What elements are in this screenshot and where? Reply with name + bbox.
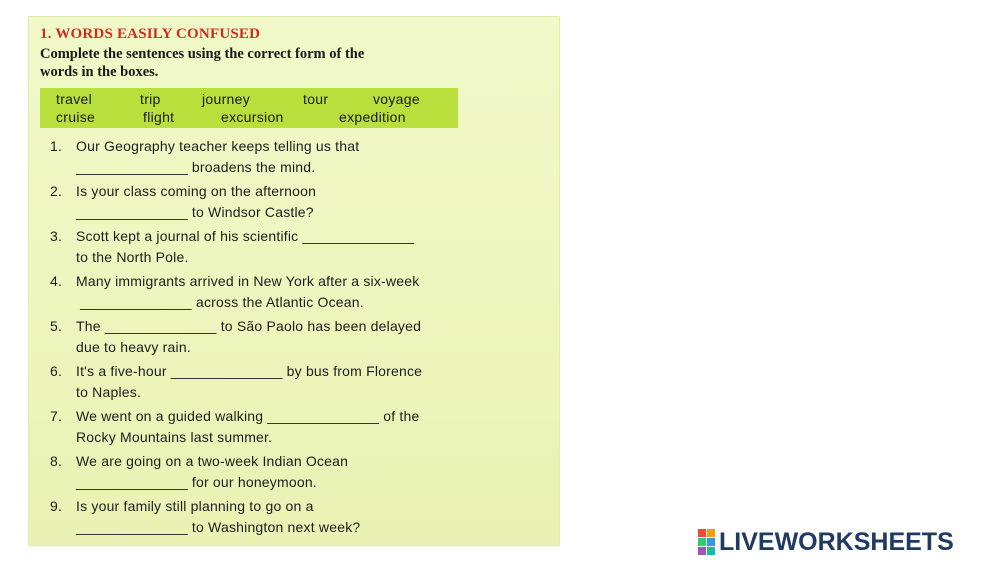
item-number: 9. bbox=[50, 498, 63, 514]
section-title: 1. WORDS EASILY CONFUSED bbox=[40, 26, 261, 42]
item-line-1: Our Geography teacher keeps telling us that bbox=[76, 138, 360, 154]
instructions-line-1: Complete the sentences using the correct form of the bbox=[40, 46, 365, 62]
logo-mark-tile bbox=[698, 538, 706, 546]
word-expedition: expedition bbox=[339, 109, 406, 125]
logo-mark-tile bbox=[707, 538, 715, 546]
word-journey: journey bbox=[202, 91, 251, 107]
item-line-1: The ______________ to São Paolo has been delayed bbox=[76, 318, 422, 334]
logo-mark-icon bbox=[698, 529, 715, 555]
item-line-2: ______________ to Washington next week? bbox=[76, 519, 361, 535]
logo-text: LIVEWORKSHEETS bbox=[719, 527, 954, 556]
word-excursion: excursion bbox=[221, 109, 284, 125]
item-line-2: ______________ across the Atlantic Ocean. bbox=[76, 294, 364, 310]
instructions bbox=[40, 45, 490, 81]
item-line-1: We are going on a two-week Indian Ocean bbox=[76, 453, 349, 469]
item-line-2: Rocky Mountains last summer. bbox=[76, 429, 273, 445]
item-line-1: Many immigrants arrived in New York after a six-week bbox=[76, 273, 420, 289]
liveworksheets-logo[interactable] bbox=[698, 527, 954, 557]
logo-mark-tile bbox=[707, 529, 715, 537]
item-line-1: Is your class coming on the afternoon bbox=[76, 183, 317, 199]
item-line-1: It's a five-hour ______________ by bus from Florence bbox=[76, 363, 423, 379]
item-line-2: to the North Pole. bbox=[76, 249, 189, 265]
item-number: 7. bbox=[50, 408, 63, 424]
item-line-2: to Naples. bbox=[76, 384, 142, 400]
word-travel: travel bbox=[56, 91, 93, 107]
word-trip: trip bbox=[140, 91, 161, 107]
logo-mark-tile bbox=[698, 529, 706, 537]
item-number: 8. bbox=[50, 453, 63, 469]
item-number: 5. bbox=[50, 318, 63, 334]
item-number: 1. bbox=[50, 138, 63, 154]
word-flight: flight bbox=[143, 109, 175, 125]
instructions-line-2: words in the boxes. bbox=[40, 64, 159, 80]
item-line-1: Is your family still planning to go on a bbox=[76, 498, 314, 514]
item-line-2: ______________ to Windsor Castle? bbox=[76, 204, 314, 220]
item-line-1: Scott kept a journal of his scientific ______________ bbox=[76, 228, 415, 244]
item-number: 4. bbox=[50, 273, 63, 289]
logo-mark-tile bbox=[707, 547, 715, 555]
word-voyage: voyage bbox=[373, 91, 420, 107]
word-box bbox=[40, 88, 458, 128]
item-line-2: ______________ for our honeymoon. bbox=[76, 474, 317, 490]
logo-mark-tile bbox=[698, 547, 706, 555]
item-number: 6. bbox=[50, 363, 63, 379]
item-line-1: We went on a guided walking ______________ of the bbox=[76, 408, 420, 424]
word-tour: tour bbox=[303, 91, 329, 107]
word-cruise: cruise bbox=[56, 109, 96, 125]
item-number: 2. bbox=[50, 183, 63, 199]
item-number: 3. bbox=[50, 228, 63, 244]
item-line-2: due to heavy rain. bbox=[76, 339, 191, 355]
item-line-2: ______________ broadens the mind. bbox=[76, 159, 316, 175]
worksheet-page bbox=[28, 16, 560, 546]
